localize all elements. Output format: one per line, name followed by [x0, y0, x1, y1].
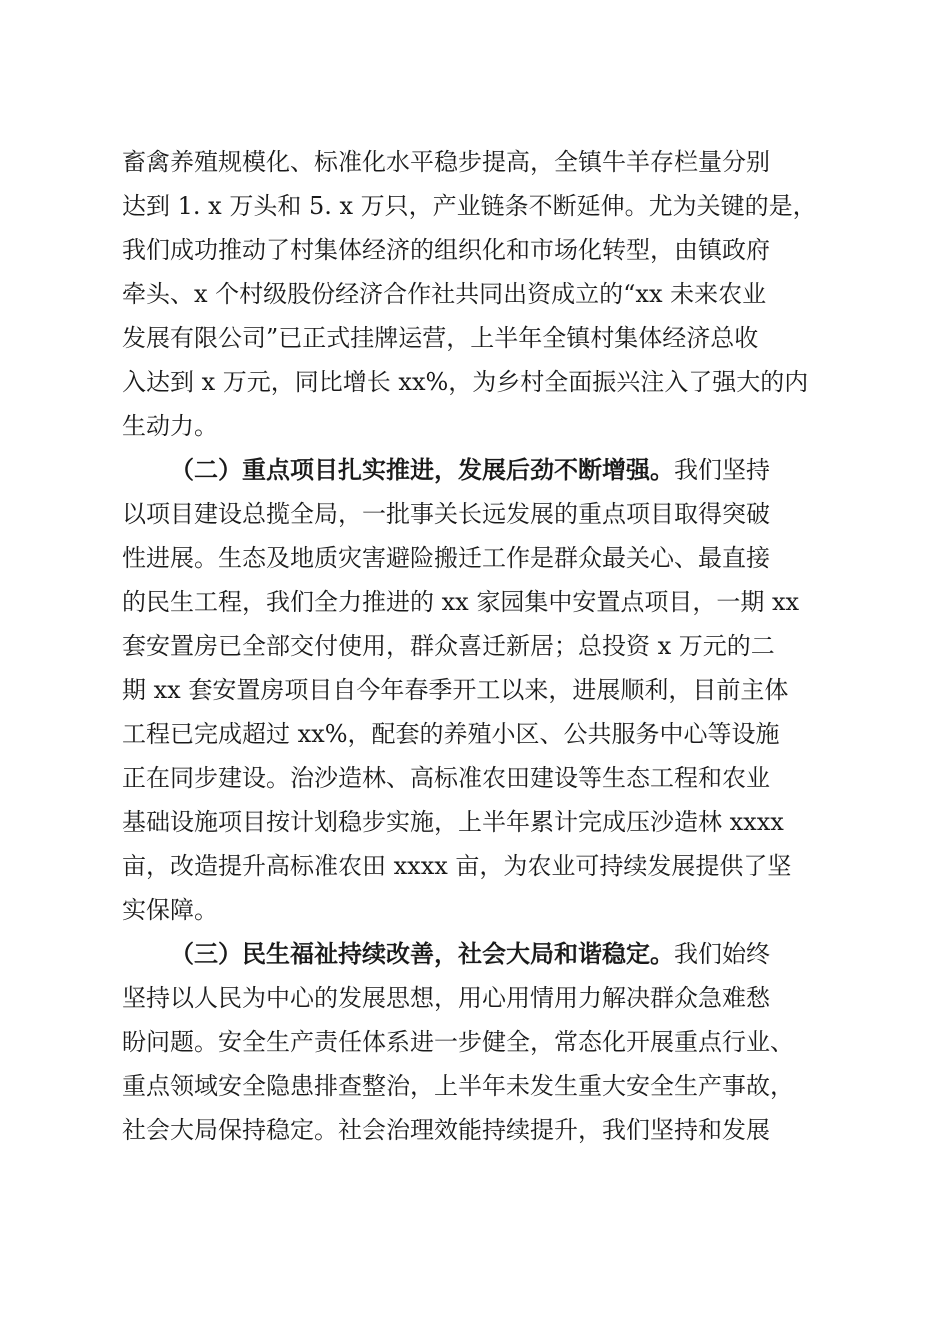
- text-line: 盼问题。安全生产责任体系进一步健全，常态化开展重点行业、: [122, 1028, 794, 1056]
- section-heading: （二）重点项目扎实推进，发展后劲不断增强。: [170, 455, 674, 484]
- text-line: 工程已完成超过 xx%，配套的养殖小区、公共服务中心等设施: [122, 720, 780, 748]
- text-line: 牵头、x 个村级股份经济合作社共同出资成立的“xx 未来农业: [122, 280, 767, 308]
- text-line: 期 xx 套安置房项目自今年春季开工以来，进展顺利，目前主体: [122, 676, 789, 704]
- text-line: 的民生工程，我们全力推进的 xx 家园集中安置点项目，一期 xx: [122, 588, 800, 616]
- text-line: 我们成功推动了村集体经济的组织化和市场化转型，由镇政府: [122, 236, 770, 264]
- text-line: 生动力。: [122, 412, 218, 440]
- heading-continuation: 我们始终: [674, 940, 770, 968]
- text-line: 坚持以人民为中心的发展思想，用心用情用力解决群众急难愁: [122, 984, 770, 1012]
- paragraph-2: [122, 448, 832, 932]
- text-line: 套安置房已全部交付使用，群众喜迁新居；总投资 x 万元的二: [122, 632, 775, 660]
- text-line: 正在同步建设。治沙造林、高标准农田建设等生态工程和农业: [122, 764, 770, 792]
- text-line: 达到 1. x 万头和 5. x 万只，产业链条不断延伸。尤为关键的是，: [122, 192, 817, 220]
- heading-continuation: 我们坚持: [674, 456, 770, 484]
- text-line: 入达到 x 万元，同比增长 xx%，为乡村全面振兴注入了强大的内: [122, 368, 809, 396]
- text-line: 发展有限公司”已正式挂牌运营，上半年全镇村集体经济总收: [122, 324, 759, 352]
- text-line: 重点领域安全隐患排查整治，上半年未发生重大安全生产事故，: [122, 1072, 794, 1100]
- paragraph-1: [122, 140, 832, 448]
- text-line: 社会大局保持稳定。社会治理效能持续提升，我们坚持和发展: [122, 1116, 770, 1144]
- text-line: 性进展。生态及地质灾害避险搬迁工作是群众最关心、最直接: [122, 544, 770, 572]
- section-heading: （三）民生福祉持续改善，社会大局和谐稳定。: [170, 939, 674, 968]
- text-line: 亩，改造提升高标准农田 xxxx 亩，为农业可持续发展提供了坚: [122, 852, 792, 880]
- paragraph-first-line: [122, 932, 832, 976]
- text-line: 实保障。: [122, 896, 218, 924]
- text-line: 基础设施项目按计划稳步实施，上半年累计完成压沙造林 xxxx: [122, 808, 784, 836]
- paragraph-3: [122, 932, 832, 1152]
- text-line: 以项目建设总揽全局，一批事关长远发展的重点项目取得突破: [122, 500, 770, 528]
- text-line: 畜禽养殖规模化、标准化水平稳步提高，全镇牛羊存栏量分别: [122, 148, 770, 176]
- document-body: [122, 140, 832, 1152]
- paragraph-first-line: [122, 448, 832, 492]
